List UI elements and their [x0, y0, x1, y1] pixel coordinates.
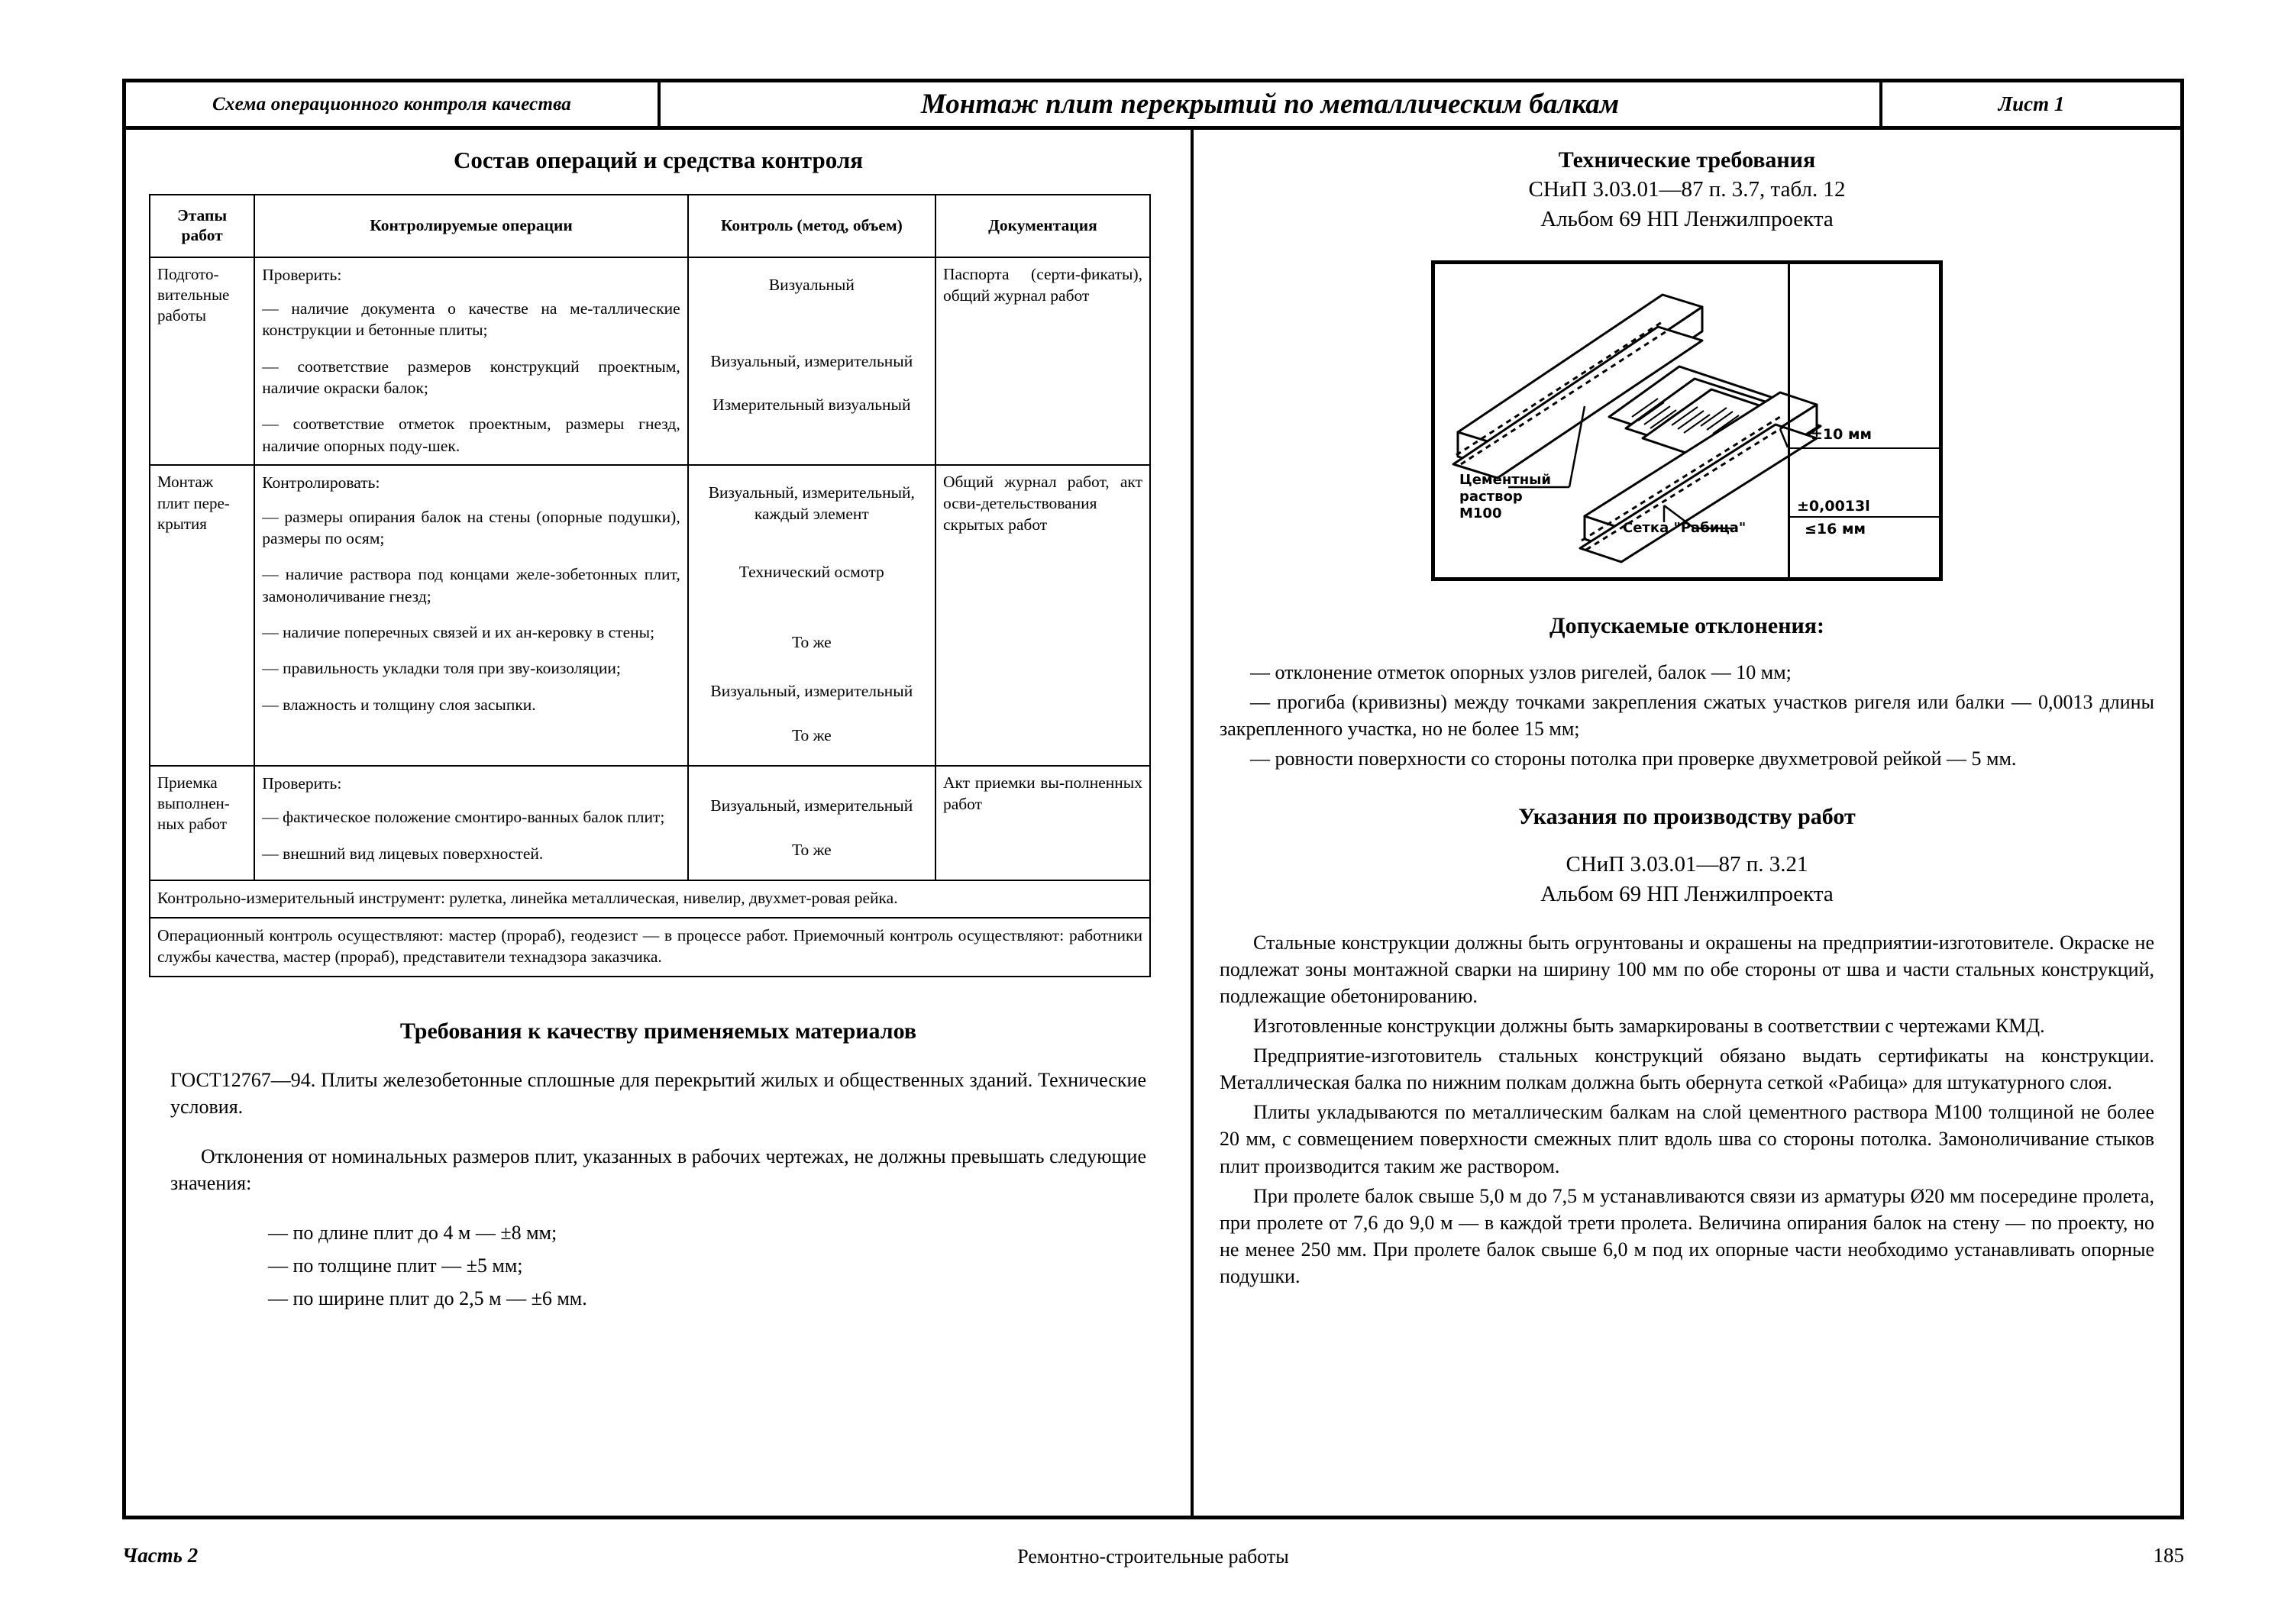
page-frame	[122, 79, 2184, 1519]
cell-operations	[254, 465, 687, 766]
dimension-label-middle: ±0,0013l	[1797, 497, 1870, 515]
tech-requirements-title: Технические требования	[1558, 147, 1816, 173]
operations-lead: Проверить:	[262, 773, 342, 793]
figure-label-mesh: Сетка "Рабица"	[1623, 519, 1747, 536]
operations-control-table	[149, 194, 1151, 977]
control-method: То же	[791, 840, 832, 859]
operation-item: — соответствие размеров конструкций проектным, наличие окраски балок;	[262, 357, 680, 398]
title-bar	[126, 82, 2180, 130]
footer-part: Часть 2	[122, 1544, 199, 1567]
table-row	[150, 465, 1150, 766]
materials-intro: Отклонения от номинальных размеров плит, указанных в рабочих чертежах, не должны превышать следующие значения:	[170, 1145, 1146, 1194]
cell-documentation: Паспорта (серти-фикаты), общий журнал работ	[935, 257, 1150, 466]
control-method: Визуальный	[768, 275, 855, 294]
figure-wrapper	[1220, 260, 2154, 581]
cell-stage: Приемка выполнен-ных работ	[150, 766, 254, 880]
operations-lead: Проверить:	[262, 265, 342, 284]
deviations-title: Допускаемые отклонения:	[1549, 612, 1824, 638]
control-method: Визуальный, измерительный	[710, 681, 913, 700]
table-row-control-note	[150, 918, 1150, 977]
figure-label-cement-line1: Цементный	[1459, 471, 1552, 488]
operation-item: — фактическое положение смонтиро-ванных балок плит;	[262, 808, 665, 827]
operation-item: — размеры опирания балок на стены (опорные подушки), размеры по осям;	[262, 507, 680, 547]
figure-label-cement-line2: раствор	[1459, 488, 1523, 505]
operation-item: — внешний вид лицевых поверхностей.	[262, 844, 544, 863]
column-header-stage	[150, 195, 254, 257]
instructions-paragraph: Предприятие-изготовитель стальных конструкций обязано выдать сертификаты на конструкции. Металлическая балка по нижним полкам должна быть обернута сеткой «Рабица» для штукатурного слоя.	[1220, 1044, 2154, 1094]
dimension-label-bottom: ≤16 мм	[1805, 520, 1866, 538]
cell-stage: Подгото-вительные работы	[150, 257, 254, 466]
cell-stage: Монтаж плит пере-крытия	[150, 465, 254, 766]
materials-tolerance-item: — по ширине плит до 2,5 м — ±6 мм.	[268, 1287, 587, 1310]
column-header-documentation	[935, 195, 1150, 257]
cell-operations	[254, 766, 687, 880]
footer-section: Ремонтно-строительные работы	[1017, 1545, 1289, 1567]
instructions-paragraph: При пролете балок свыше 5,0 м до 7,5 м устанавливаются связи из арматуры Ø20 мм посередине пролета, при пролете от 7,6 до 9,0 м — в каждой трети пролета. Величина опирания балок на стену — по проекту, но не менее 250 мм. При пролете балок свыше 6,0 м под их опорные части необходимо устанавливать опорные подушки.	[1220, 1184, 2154, 1287]
table-header-row	[150, 195, 1150, 257]
tech-requirements-album: Альбом 69 НП Ленжилпроекта	[1540, 206, 1834, 231]
dimension-label-top: ±10 мм	[1811, 425, 1873, 443]
operation-item: — наличие раствора под концами желе-зобетонных плит, замоноличивание гнезд;	[262, 565, 680, 605]
column-header-control	[688, 195, 935, 257]
cell-control	[688, 257, 935, 466]
instructions-title: Указания по производству работ	[1518, 804, 1856, 830]
scheme-label: Схема операционного контроля качества	[126, 82, 661, 126]
control-method: Визуальный, измерительный, каждый элемент	[708, 483, 915, 524]
operations-lead: Контролировать:	[262, 473, 380, 492]
cell-control	[688, 465, 935, 766]
materials-tolerance-item: — по толщине плит — ±5 мм;	[268, 1254, 523, 1277]
materials-section-title: Требования к качеству применяемых материалов	[399, 1019, 917, 1044]
operations-section-title: Состав операций и средства контроля	[454, 147, 863, 173]
operation-item: — правильность укладки толя при зву-коизоляции;	[262, 659, 621, 678]
control-method: Технический осмотр	[738, 563, 884, 582]
body-columns	[126, 130, 2180, 1516]
instructions-snip: СНиП 3.03.01—87 п. 3.21	[1566, 852, 1808, 877]
dimension-rule-bottom	[1788, 516, 1939, 518]
page-title: Монтаж плит перекрытий по металлическим балкам	[661, 82, 1882, 126]
column-header-control-label: Контроль (метод, объем)	[720, 215, 903, 234]
table-row	[150, 257, 1150, 466]
materials-gost: ГОСТ12767—94. Плиты железобетонные сплошные для перекрытий жилых и общественных зданий. Технические условия.	[170, 1069, 1146, 1118]
cell-operations	[254, 257, 687, 466]
note-control-responsibility: Операционный контроль осуществляют: мастер (прораб), геодезист — в процессе работ. Приемочный контроль осуществляют: работники службы качества, мастер (прораб), представители технадзора заказчика.	[150, 918, 1150, 977]
instructions-paragraph: Плиты укладываются по металлическим балкам на слой цементного раствора М100 толщиной не более 20 мм, с совмещением поверхности смежных плит вдоль шва со стороны потолка. Замоноличивание стыков плит производится таким же раствором.	[1220, 1101, 2154, 1177]
operation-item: — соответствие отметок проектным, размеры гнезд, наличие опорных поду-шек.	[262, 415, 680, 455]
instructions-album: Альбом 69 НП Ленжилпроекта	[1540, 881, 1834, 906]
column-header-operations	[254, 195, 687, 257]
control-method: То же	[791, 633, 832, 652]
figure-label-cement-line3: М100	[1459, 505, 1502, 521]
tech-requirements-snip: СНиП 3.03.01—87 п. 3.7, табл. 12	[1528, 177, 1846, 202]
cell-control	[688, 766, 935, 880]
dimension-rule-top	[1788, 447, 1939, 449]
figure-label-cement-mortar	[1459, 472, 1551, 522]
table-row	[150, 766, 1150, 880]
cell-documentation: Акт приемки вы-полненных работ	[935, 766, 1150, 880]
materials-requirements-section	[147, 1019, 1169, 1313]
control-method: Измерительный визуальный	[713, 396, 911, 415]
control-method: Визуальный, измерительный	[710, 796, 913, 815]
footer-page-number: 185	[2153, 1544, 2184, 1567]
instructions-paragraph: Изготовленные конструкции должны быть замаркированы в соответствии с чертежами КМД.	[1253, 1015, 2045, 1038]
control-method: То же	[791, 725, 832, 744]
operation-item: — наличие документа о качестве на ме-таллические конструкции и бетонные плиты;	[262, 299, 680, 340]
beam-slab-diagram	[1431, 260, 1943, 581]
figure-dimension-divider	[1788, 264, 1790, 577]
left-column	[126, 130, 1194, 1516]
operation-item: — влажность и толщину слоя засыпки.	[262, 695, 536, 714]
right-column	[1194, 130, 2180, 1516]
column-header-operations-label: Контролируемые операции	[370, 215, 573, 234]
page-footer	[122, 1544, 2184, 1582]
operation-item: — наличие поперечных связей и их ан-керовку в стены;	[262, 623, 655, 642]
control-method: Визуальный, измерительный	[710, 351, 913, 370]
column-header-documentation-label: Документация	[988, 215, 1097, 234]
materials-tolerance-item: — по длине плит до 4 м — ±8 мм;	[268, 1222, 557, 1245]
column-header-stage-label: Этапы работ	[177, 206, 228, 244]
instructions-paragraph: Стальные конструкции должны быть огрунтованы и окрашены на предприятии-изготовителе. Окраске не подлежат зоны монтажной сварки на ширину 100 мм по обе стороны от шва и части стальных конструкций, подлежащие обетонированию.	[1220, 931, 2154, 1007]
cell-documentation: Общий журнал работ, акт осви-детельствования скрытых работ	[935, 465, 1150, 766]
note-instruments: Контрольно-измерительный инструмент: рулетка, линейка металлическая, нивелир, двухмет-ровая рейка.	[150, 880, 1150, 918]
table-row-instruments	[150, 880, 1150, 918]
sheet-number: Лист 1	[1998, 92, 2065, 115]
deviation-item: — прогиба (кривизны) между точками закрепления сжатых участков ригеля или балки — 0,0013 длины закрепленного участка, но не более 15 мм;	[1220, 690, 2154, 740]
deviation-item: — ровности поверхности со стороны потолка при проверке двухметровой рейкой — 5 мм.	[1250, 747, 2017, 770]
deviation-item: — отклонение отметок опорных узлов ригелей, балок — 10 мм;	[1250, 660, 1792, 683]
